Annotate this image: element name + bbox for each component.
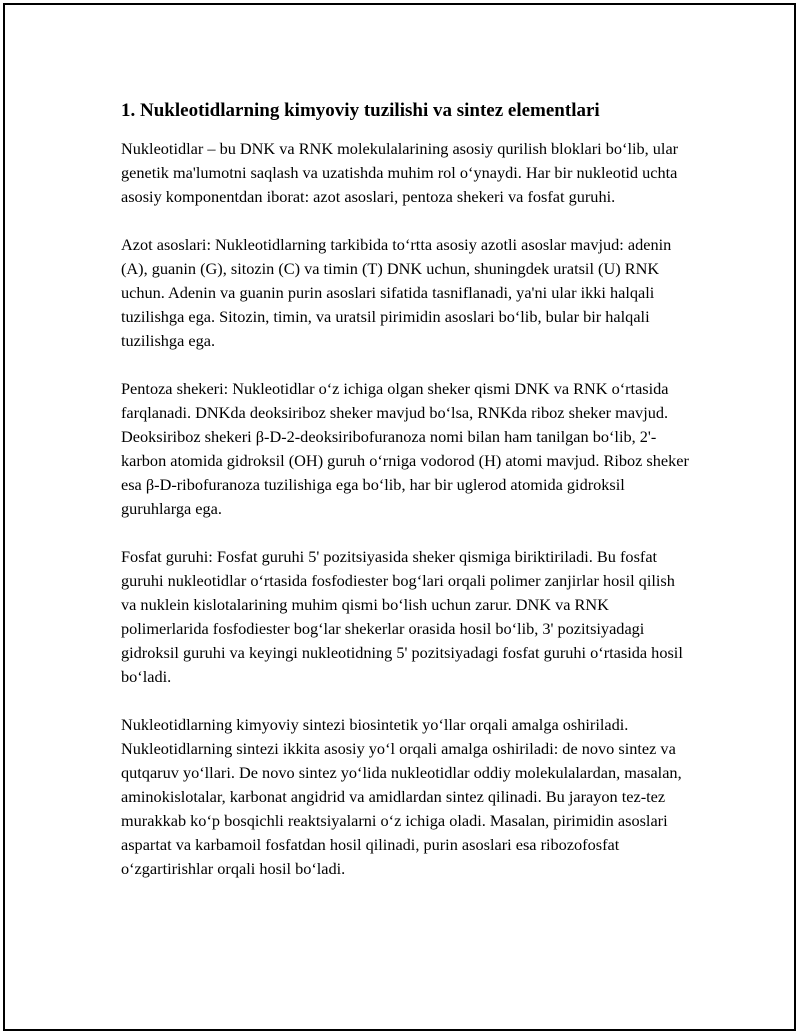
document-content [121,95,691,905]
paragraph-pentose-sugar: Pentoza shekeri: Nukleotidlar o‘z ichiga olgan sheker qismi DNK va RNK o‘rtasida farqlanadi. DNKda deoksiriboz sheker mavjud bo‘lsa, RNKda riboz sheker mavjud. Deoksiriboz shekeri β-D-2-deoksiribofuranoza nomi bilan ham tanilgan bo‘lib, 2'- karbon atomida gidroksil (OH) guruh o‘rniga vodorod (H) atomi mavjud. Riboz sheker esa β-D-ribofuranoza tuzilishiga ega bo‘lib, har bir uglerod atomida gidroksil guruhlarga ega. [121,379,689,518]
paragraph-intro: Nukleotidlar – bu DNK va RNK molekulalarining asosiy qurilish bloklari bo‘lib, ular genetik ma'lumotni saqlash va uzatishda muhim rol o‘ynaydi. Har bir nukleotid uchta asosiy komponentdan iborat: azot asoslari, pentoza shekeri va fosfat guruhi. [121,139,679,206]
paragraph-phosphate-group: Fosfat guruhi: Fosfat guruhi 5' pozitsiyasida sheker qismiga biriktiriladi. Bu fosfat guruhi nukleotidlar o‘rtasida fosfodiester bog‘lari orqali polimer zanjirlar hosil qilish va nuklein kislotalarining muhim qismi bo‘lish uchun zarur. DNK va RNK polimerlarida fosfodiester bog‘lar shekerlar orasida hosil bo‘lib, 3' pozitsiyadagi gidroksil guruhi va keyingi nukleotidning 5' pozitsiyadagi fosfat guruhi o‘rtasida hosil bo‘ladi. [121,547,683,686]
page-frame [3,3,796,1031]
paragraph-nitrogen-bases: Azot asoslari: Nukleotidlarning tarkibida to‘rtta asosiy azotli asoslar mavjud: adenin (A), guanin (G), sitozin (C) va timin (T) DNK uchun, shuningdek uratsil (U) RNK uchun. Adenin va guanin purin asoslari sifatida tasniflanadi, ya'ni ular ikki halqali tuzilishga ega. Sitozin, timin, va uratsil pirimidin asoslari bo‘lib, bular bir halqali tuzilishga ega. [121,235,672,350]
section-heading: 1. Nukleotidlarning kimyoviy tuzilishi va sintez elementlari [121,100,600,121]
paragraph-synthesis: Nukleotidlarning kimyoviy sintezi biosintetik yo‘llar orqali amalga oshiriladi. Nukleotidlarning sintezi ikkita asosiy yo‘l orqali amalga oshiriladi: de novo sintez va qutqaruv yo‘llari. De novo sintez yo‘lida nukleotidlar oddiy molekulalardan, masalan, aminokislotalar, karbonat angidrid va amidlardan sintez qilinadi. Bu jarayon tez-tez murakkab ko‘p bosqichli reaktsiyalarni o‘z ichiga oladi. Masalan, pirimidin asoslari aspartat va karbamoil fosfatdan hosil qilinadi, purin asoslari esa ribozofosfat o‘zgartirishlar orqali hosil bo‘ladi. [121,715,682,878]
